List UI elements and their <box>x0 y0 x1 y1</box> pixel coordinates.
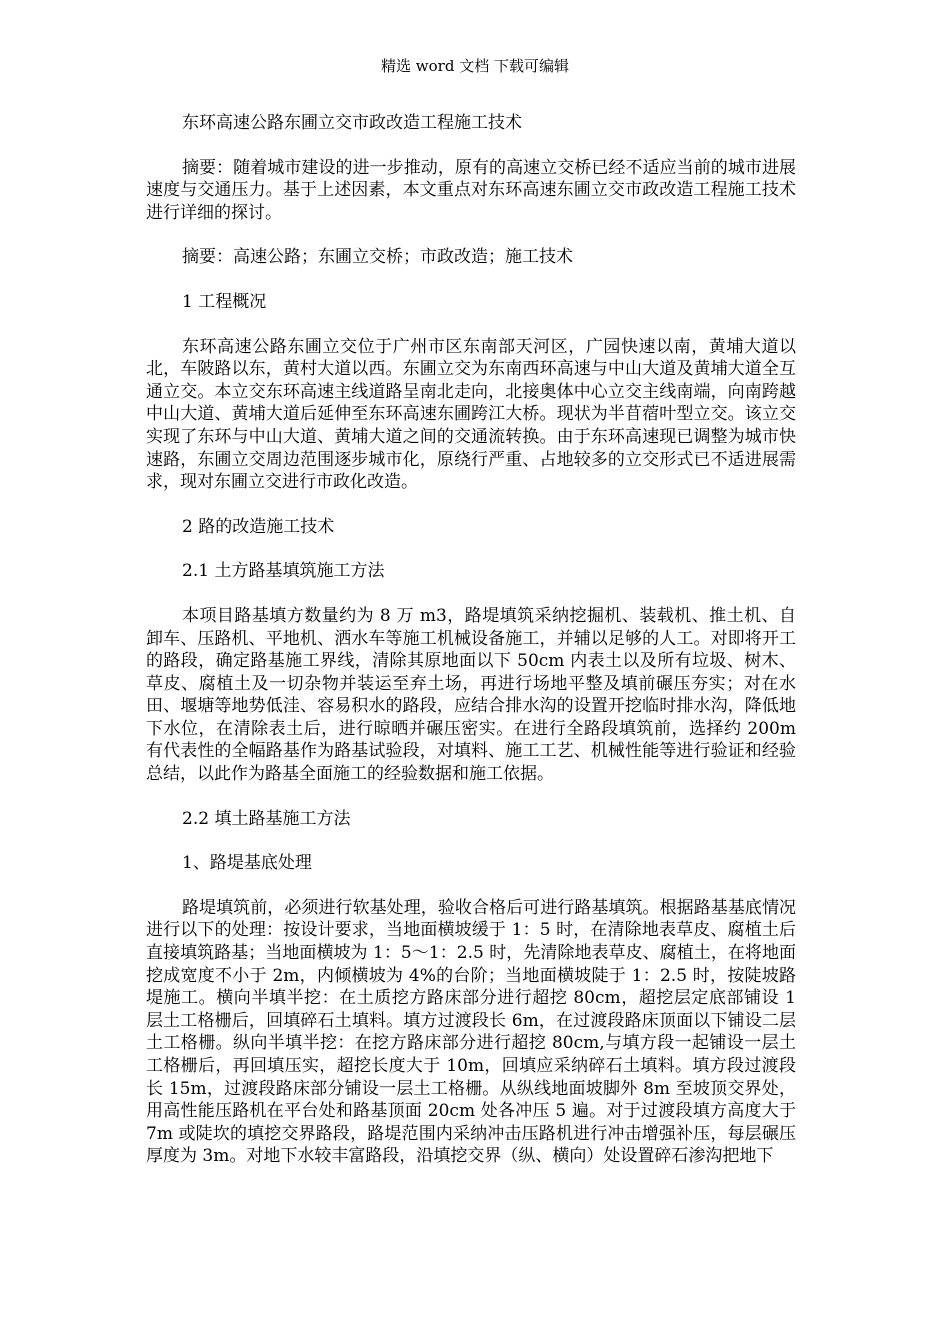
document-body <box>146 112 796 1168</box>
section-heading-2: 2 路的改造施工技术 <box>182 516 335 537</box>
section-heading-2-1: 2.1 土方路基填筑施工方法 <box>182 561 385 582</box>
section-heading-2-2: 2.2 填土路基施工方法 <box>182 808 351 829</box>
item-1-paragraph: 路堤填筑前，必须进行软基处理，验收合格后可进行路基填筑。根据路基基底情况进行以下的处理：按设计要求，当地面横坡缓于 1：5 时，在清除地表草皮、腐植土后直接填筑路基；当地面横坡为 1：5～1：2.5 时，先清除地表草皮、腐植土，在将地面挖成宽度不小于 2m，内倾横坡为 4%的台阶；当地面横坡陡于 1：2.5 时，按陡坡路堤施工。横向半填半挖：在土质挖方路床部分进行超挖 80cm，超挖层定底部铺设 1 层土工格栅后，回填碎石土填料。填方过渡段长 6m，在过渡段路床顶面以下铺设二层土工格栅。纵向半填半挖：在挖方路床部分进行超挖 80cm,与填方段一起铺设一层土工格栅后，再回填压实，超挖长度大于 10m，回填应采纳碎石土填料。填方段过渡段长 15m，过渡段路床部分铺设一层土工格栅。从纵线地面坡脚外 8m 至坡顶交界处，用高性能压路机在平台处和路基顶面 20cm 处各冲压 5 遍。对于过渡段填方高度大于 7m 或陡坎的填挖交界路段，路堤范围内采纳冲击压路机进行冲击增强补压，每层碾压厚度为 3m。对地下水较丰富路段，沿填挖交界（纵、横向）处设置碎石渗沟把地下 <box>146 897 796 1167</box>
page-header: 精选 word 文档 下载可编辑 <box>381 57 569 75</box>
keywords-line: 摘要：高速公路；东圃立交桥；市政改造；施工技术 <box>182 247 573 268</box>
document-title: 东环高速公路东圃立交市政改造工程施工技术 <box>182 113 522 133</box>
section-2-1-paragraph: 本项目路基填方数量约为 8 万 m3，路堤填筑采纳挖掘机、装载机、推土机、自卸车、压路机、平地机、洒水车等施工机械设备施工，并辅以足够的人工。对即将开工的路段，确定路基施工界线，清除其原地面以下 50cm 内表土以及所有垃圾、树木、草皮、腐植土及一切杂物并装运至弃土场，再进行场地平整及填前碾压夯实；对在水田、堰塘等地势低洼、容易积水的路段，应结合排水沟的设置开挖临时排水沟，降低地下水位，在清除表土后，进行晾晒并碾压密实。在进行全路段填筑前，选择约 200m 有代表性的全幅路基作为路基试验段，对填料、施工工艺、机械性能等进行验证和经验总结，以此作为路基全面施工的经验数据和施工依据。 <box>146 605 796 785</box>
section-heading-1: 1 工程概况 <box>182 291 267 312</box>
section-1-paragraph: 东环高速公路东圃立交位于广州市区东南部天河区，广园快速以南，黄埔大道以北，车陂路以东，黄村大道以西。东圃立交为东南西环高速与中山大道及黄埔大道全互通立交。本立交东环高速主线道路呈南北走向，北接奥体中心立交主线南端，向南跨越中山大道、黄埔大道后延伸至东环高速东圃跨江大桥。现状为半苜蓿叶型立交。该立交实现了东环与中山大道、黄埔大道之间的交通流转换。由于东环高速现已调整为城市快速路，东圃立交周边范围逐步城市化，原绕行严重、占地较多的立交形式已不适进展需求，现对东圃立交进行市政化改造。 <box>146 336 796 493</box>
item-heading-1: 1、路堤基底处理 <box>182 853 312 874</box>
abstract-paragraph: 摘要：随着城市建设的进一步推动，原有的高速立交桥已经不适应当前的城市进展速度与交通压力。基于上述因素，本文重点对东环高速东圃立交市政改造工程施工技术进行详细的探讨。 <box>146 157 796 223</box>
